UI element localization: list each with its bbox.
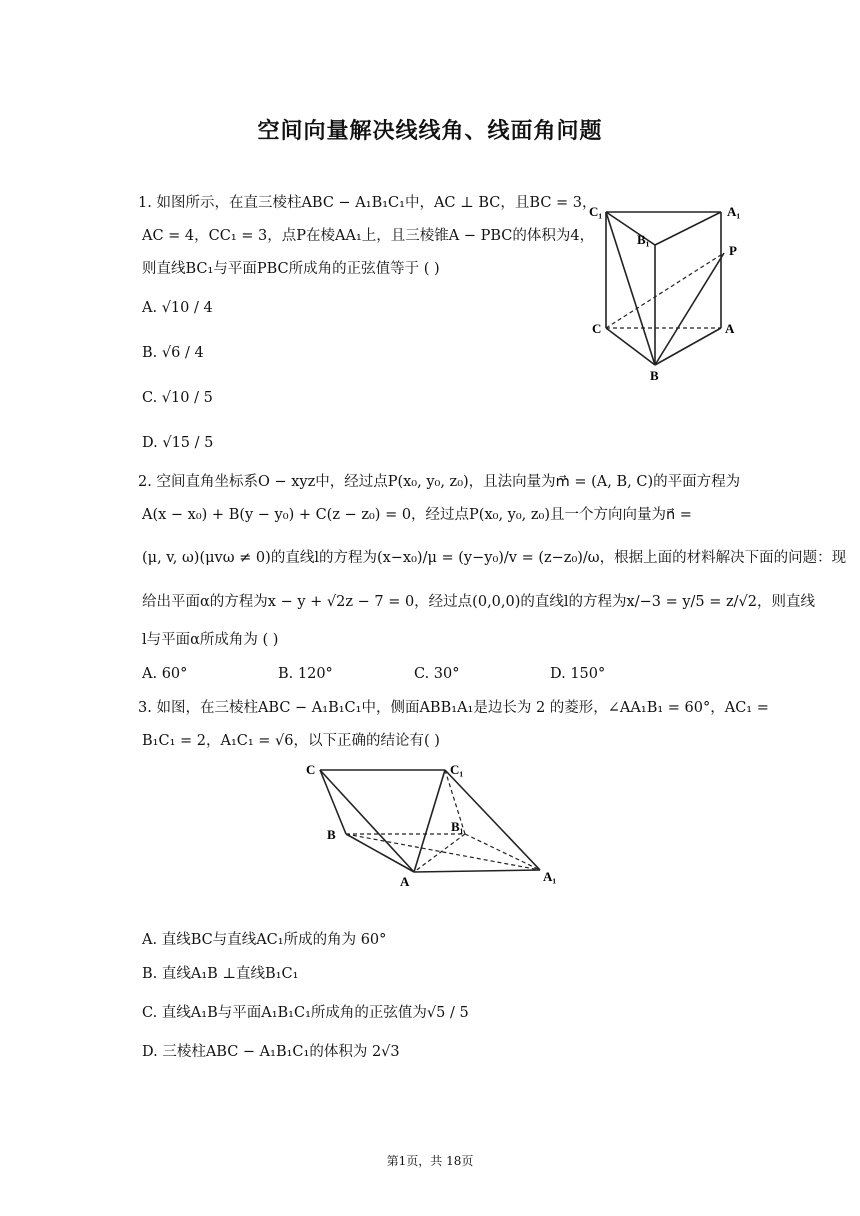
q1-option-a[interactable]: A. √10 / 4 — [142, 300, 213, 316]
q1-prism-figure — [585, 200, 755, 390]
label-a: A — [400, 874, 410, 889]
label-b: B — [650, 368, 659, 383]
q3-option-b[interactable]: B. 直线A₁B ⊥直线B₁C₁ — [142, 966, 299, 982]
label-b: B — [327, 827, 336, 842]
page-title: 空间向量解决线线角、线面角问题 — [257, 119, 603, 144]
q3-prism-figure — [300, 757, 570, 889]
q3-option-c[interactable]: C. 直线A₁B与平面A₁B₁C₁所成角的正弦值为√5 / 5 — [142, 1005, 469, 1021]
q1-line-2: AC = 4，CC₁ = 3，点P在棱AA₁上，且三棱锥A − PBC的体积为4， — [142, 228, 595, 244]
page-footer: 第1页，共 18页 — [386, 1154, 474, 1168]
q2-line-4: 给出平面α的方程为x − y + √2z − 7 = 0，经过点(0,0,0)的直线l的方程为x/−3 = y/5 = z/√2，则直线 — [142, 594, 815, 610]
q1-option-c[interactable]: C. √10 / 5 — [142, 390, 213, 406]
label-b1: B₁ — [451, 819, 464, 834]
label-b1: B₁ — [637, 232, 650, 247]
label-a1: A₁ — [727, 204, 741, 219]
q3-line-2: B₁C₁ = 2，A₁C₁ = √6，以下正确的结论有( ) — [142, 733, 440, 749]
q2-line-5: l与平面α所成角为 ( ) — [142, 632, 279, 648]
q2-option-c[interactable]: C. 30° — [414, 666, 460, 682]
q1-line-1: 1. 如图所示，在直三棱柱ABC − A₁B₁C₁中，AC ⊥ BC，且BC = 3， — [138, 195, 597, 211]
q2-option-b[interactable]: B. 120° — [278, 666, 333, 682]
q2-option-a[interactable]: A. 60° — [142, 666, 188, 682]
label-c: C — [592, 321, 602, 336]
label-c1: C₁ — [589, 204, 603, 219]
q1-option-b[interactable]: B. √6 / 4 — [142, 345, 204, 361]
label-c1: C₁ — [450, 762, 464, 777]
q3-option-a[interactable]: A. 直线BC与直线AC₁所成的角为 60° — [142, 932, 387, 948]
label-a1: A₁ — [543, 869, 557, 884]
q1-option-d[interactable]: D. √15 / 5 — [142, 435, 214, 451]
q3-line-1: 3. 如图，在三棱柱ABC − A₁B₁C₁中，侧面ABB₁A₁是边长为 2 的菱形，∠AA₁B₁ = 60°，AC₁ = — [138, 700, 769, 716]
q2-line-2: A(x − x₀) + B(y − y₀) + C(z − z₀) = 0，经过点P(x₀, y₀, z₀)且一个方向向量为n⃗ = — [142, 507, 692, 523]
q3-option-d[interactable]: D. 三棱柱ABC − A₁B₁C₁的体积为 2√3 — [142, 1044, 400, 1060]
q2-option-d[interactable]: D. 150° — [550, 666, 606, 682]
label-a: A — [725, 321, 735, 336]
q2-line-1: 2. 空间直角坐标系O − xyz中，经过点P(x₀, y₀, z₀)，且法向量为m⃗ = (A, B, C)的平面方程为 — [138, 474, 741, 490]
q1-line-3: 则直线BC₁与平面PBC所成角的正弦值等于 ( ) — [142, 261, 440, 277]
label-p: P — [729, 243, 737, 258]
q2-line-3: (μ, v, ω)(μvω ≠ 0)的直线l的方程为(x−x₀)/μ = (y−y₀)/v = (z−z₀)/ω，根据上面的材料解决下面的问题：现 — [142, 550, 847, 566]
label-c: C — [306, 762, 316, 777]
